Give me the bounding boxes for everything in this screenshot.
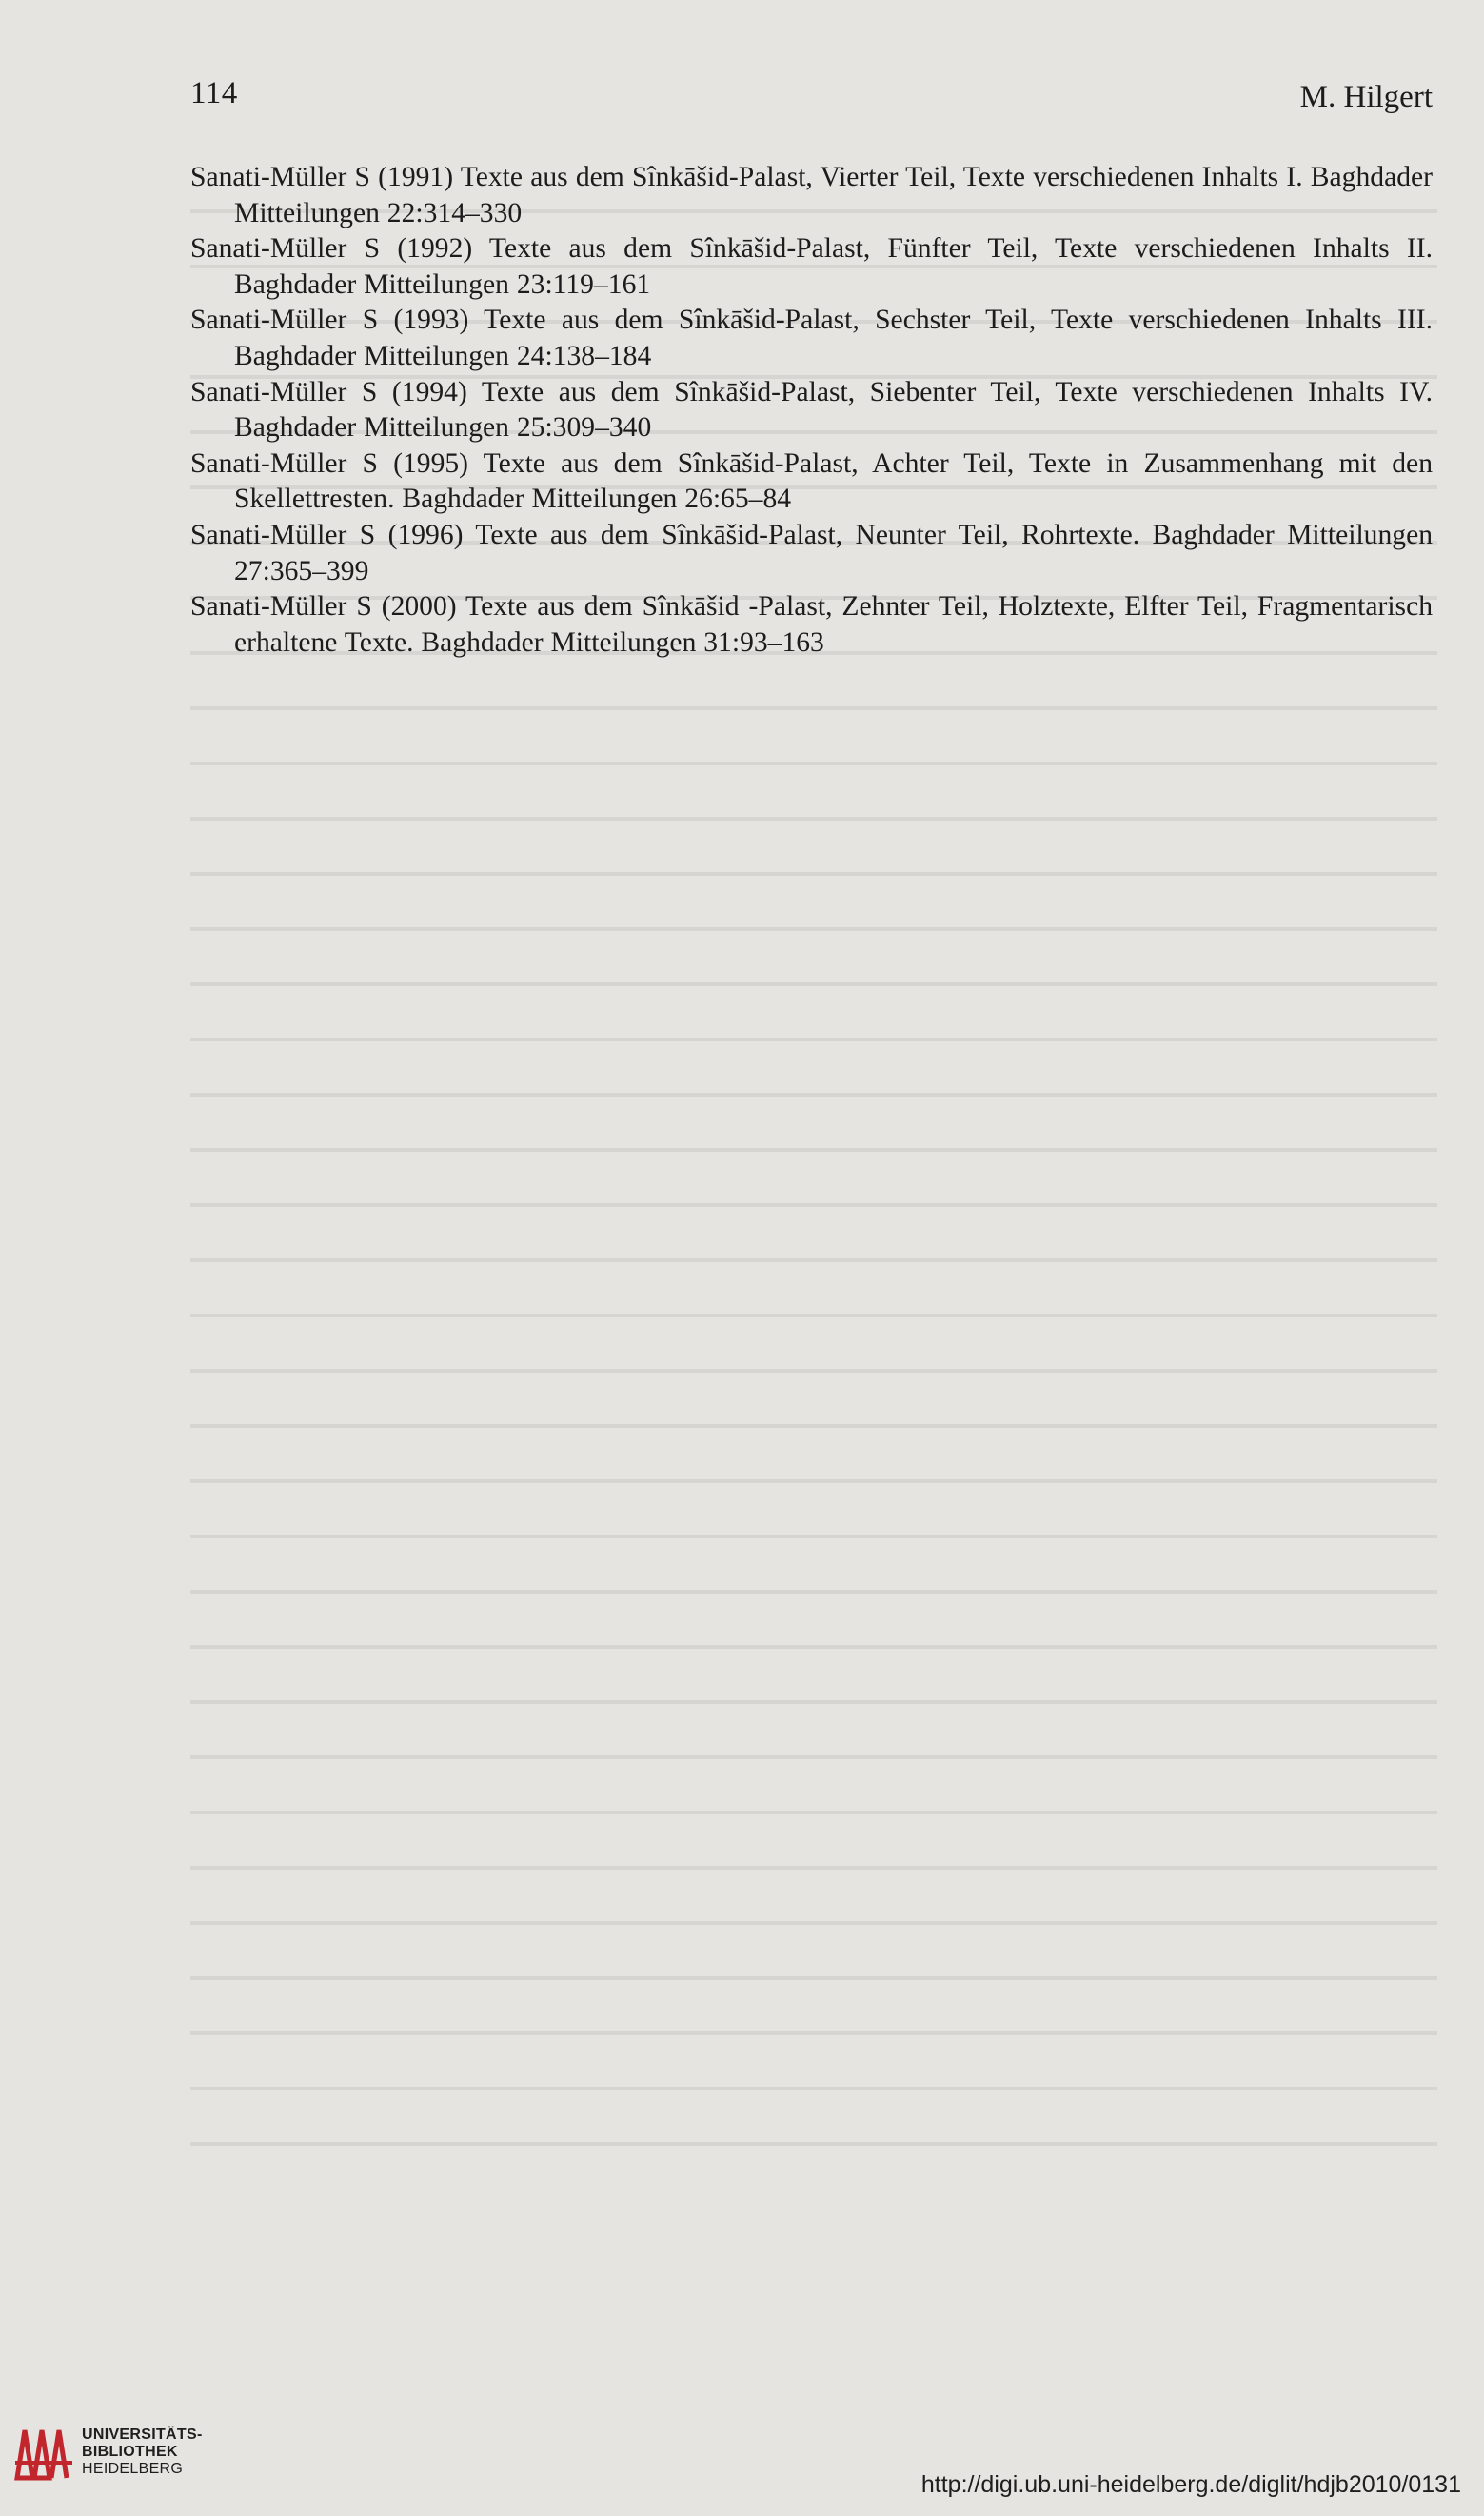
heidelberg-library-logo-icon xyxy=(13,2425,74,2482)
running-head-author: M. Hilgert xyxy=(1299,80,1433,114)
reference-entry: Sanati-Müller S (1995) Texte aus dem Sînkāšid-Palast, Achter Teil, Texte in Zusammenhang mit den Skellettresten. Baghdader Mitteilungen 26:65–84 xyxy=(190,447,1433,515)
reference-entry: Sanati-Müller S (1991) Texte aus dem Sînkāšid-Palast, Vierter Teil, Texte verschiedenen Inhalts I. Baghdader Mitteilungen 22:314–330 xyxy=(190,162,1433,228)
reference-entry: Sanati-Müller S (1992) Texte aus dem Sînkāšid-Palast, Fünfter Teil, Texte verschiedenen Inhalts II. Baghdader Mitteilungen 23:119–161 xyxy=(190,233,1433,300)
library-logo xyxy=(13,2421,204,2487)
reference-entry: Sanati-Müller S (1994) Texte aus dem Sînkāšid-Palast, Siebenter Teil, Texte verschiedenen Inhalts IV. Baghdader Mitteilungen 25:309–340 xyxy=(190,376,1433,444)
page-number: 114 xyxy=(190,76,238,110)
library-logo-text xyxy=(82,2427,203,2478)
logo-line: BIBLIOTHEK xyxy=(82,2444,178,2460)
logo-line: HEIDELBERG xyxy=(82,2461,184,2477)
source-url-link[interactable]: http://digi.ub.uni-heidelberg.de/diglit/hdjb2010/0131 xyxy=(920,2471,1461,2498)
reference-entry: Sanati-Müller S (1996) Texte aus dem Sînkāšid-Palast, Neunter Teil, Rohrtexte. Baghdader Mitteilungen 27:365–399 xyxy=(190,519,1433,586)
reference-entry: Sanati-Müller S (2000) Texte aus dem Sînkāšid -Palast, Zehnter Teil, Holztexte, Elfter Teil, Fragmentarisch erhaltene Texte. Baghdader Mitteilungen 31:93–163 xyxy=(190,591,1433,658)
reference-list xyxy=(190,160,1433,661)
logo-line: UNIVERSITÄTS- xyxy=(82,2427,203,2443)
page-header xyxy=(190,76,1433,124)
reference-entry: Sanati-Müller S (1993) Texte aus dem Sînkāšid-Palast, Sechster Teil, Texte verschiedenen Inhalts III. Baghdader Mitteilungen 24:138–184 xyxy=(190,305,1433,371)
